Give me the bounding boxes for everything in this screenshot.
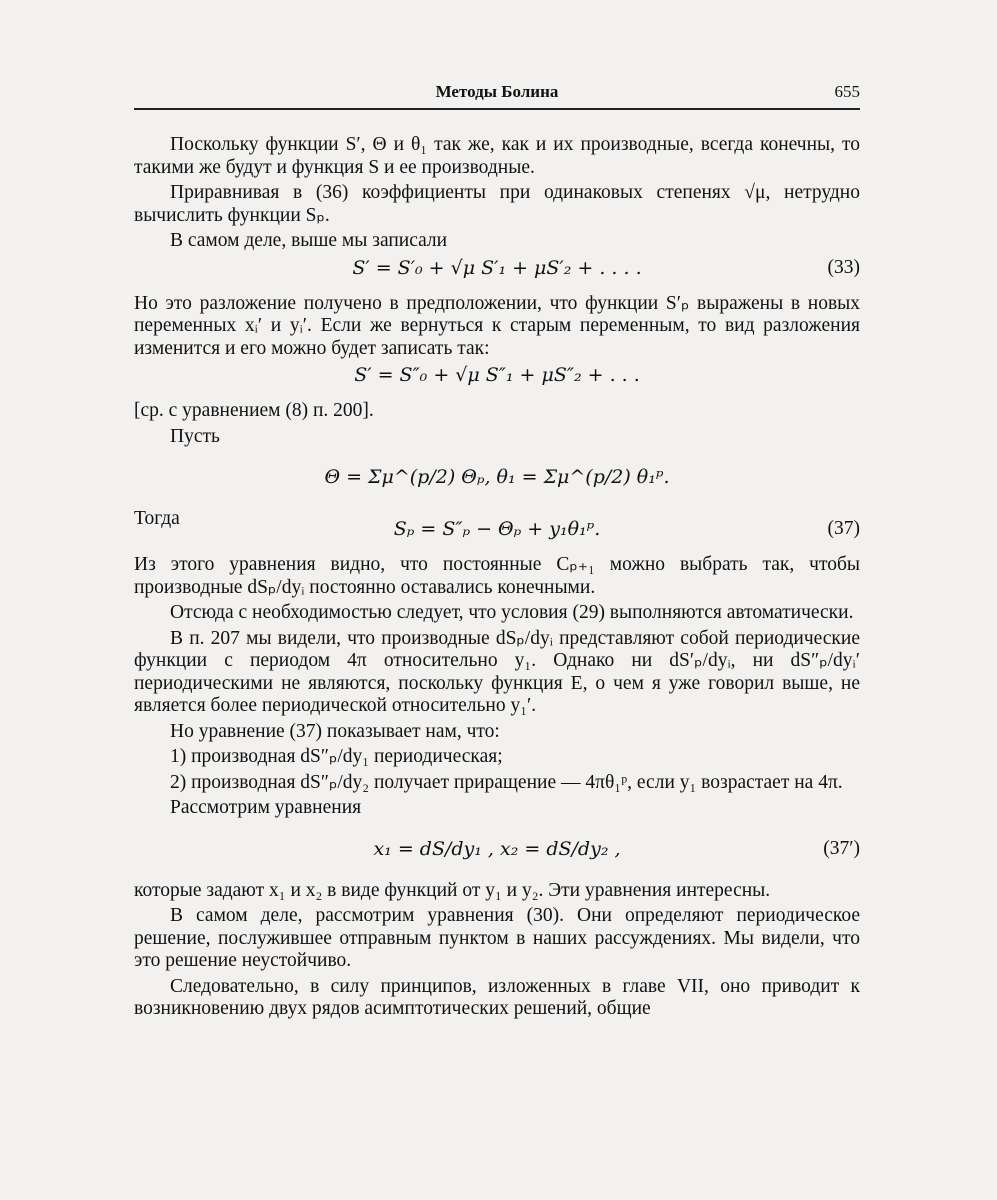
paragraph: Тогда [134,508,180,529]
paragraph: В п. 207 мы видели, что производные dSₚ/dyᵢ представляют собой периодические функции с периодом 4π относительно y₁. Однако ни dS′ₚ/dyᵢ, ни dS″ₚ/dyᵢ′ периодическими не являются, поскольку функция E, о чем я уже говорил выше, не является более периодической относительно y₁′. [134,627,860,716]
paragraph: Рассмотрим уравнения [170,797,362,818]
paragraph: Отсюда с необходимостью следует, что условия (29) выполняются автоматически. [170,602,854,623]
paragraph: Поскольку функции S′, Θ и θ₁ так же, как и их производные, всегда конечны, то такими же будут и функция S и ее производные. [134,134,860,178]
paragraph: которые задают x₁ и x₂ в виде функций от y₁ и y₂. Эти уравнения интересны. [134,879,771,901]
equation-number: (33) [827,256,860,278]
paragraph: Но уравнение (37) показывает нам, что: [170,720,500,742]
equation-formula: Sₚ = S″ₚ − Θₚ + y₁θ₁ᵖ. [393,518,601,540]
page-body [134,134,860,1024]
paragraph: В самом деле, выше мы записали [170,230,448,251]
list-item: 1) производная dS″ₚ/dy₁ периодическая; [170,746,503,767]
paragraph: Из этого уравнения видно, что постоянные Cₚ₊₁ можно выбрать так, чтобы производные dSₚ/dyᵢ постоянно оставались конечными. [134,554,860,598]
equation-formula: Θ = Σμ^(p/2) Θₚ, θ₁ = Σμ^(p/2) θ₁ᵖ. [324,466,670,488]
paragraph: Приравнивая в (36) коэффициенты при одинаковых степенях √μ, нетрудно вычислить функции Sₚ. [134,182,860,226]
paragraph: В самом деле, рассмотрим уравнения (30). Они определяют периодическое решение, послужившее отправным пунктом в наших рассуждениях. Мы видели, что это решение неустойчиво. [134,905,860,971]
header-title: Методы Болина [435,82,559,101]
page-number: 655 [834,82,860,101]
paragraph: Следовательно, в силу принципов, изложенных в главе VII, оно приводит к возникновению двух рядов асимптотических решений, общие [134,975,860,1019]
equation-37 [134,508,860,538]
equation-old-variables [134,364,860,394]
equation-formula: S′ = S″₀ + √μ S″₁ + μS″₂ + . . . [354,364,640,386]
paragraph: Но это разложение получено в предположении, что функции S′ₚ выражены в новых переменных xᵢ′ и yᵢ′. Если же вернуться к старым переменным, то вид разложения изменится и его можно будет записать так: [134,292,860,359]
equation-37-prime [134,824,860,874]
paragraph: Пусть [170,425,220,447]
equation-formula: S′ = S′₀ + √μ S′₁ + μS′₂ + . . . . [352,256,642,279]
equation-33 [134,257,860,287]
equation-number: (37′) [823,837,860,859]
equation-theta [134,452,860,502]
equation-number: (37) [827,518,860,539]
paragraph: [ср. с уравнением (8) п. 200]. [134,400,374,421]
equation-formula: x₁ = dS/dy₁ , x₂ = dS/dy₂ , [373,837,621,860]
list-item: 2) производная dS″ₚ/dy₂ получает приращение — 4πθ₁ᵖ, если y₁ возрастает на 4π. [170,771,843,793]
running-header [134,82,860,110]
